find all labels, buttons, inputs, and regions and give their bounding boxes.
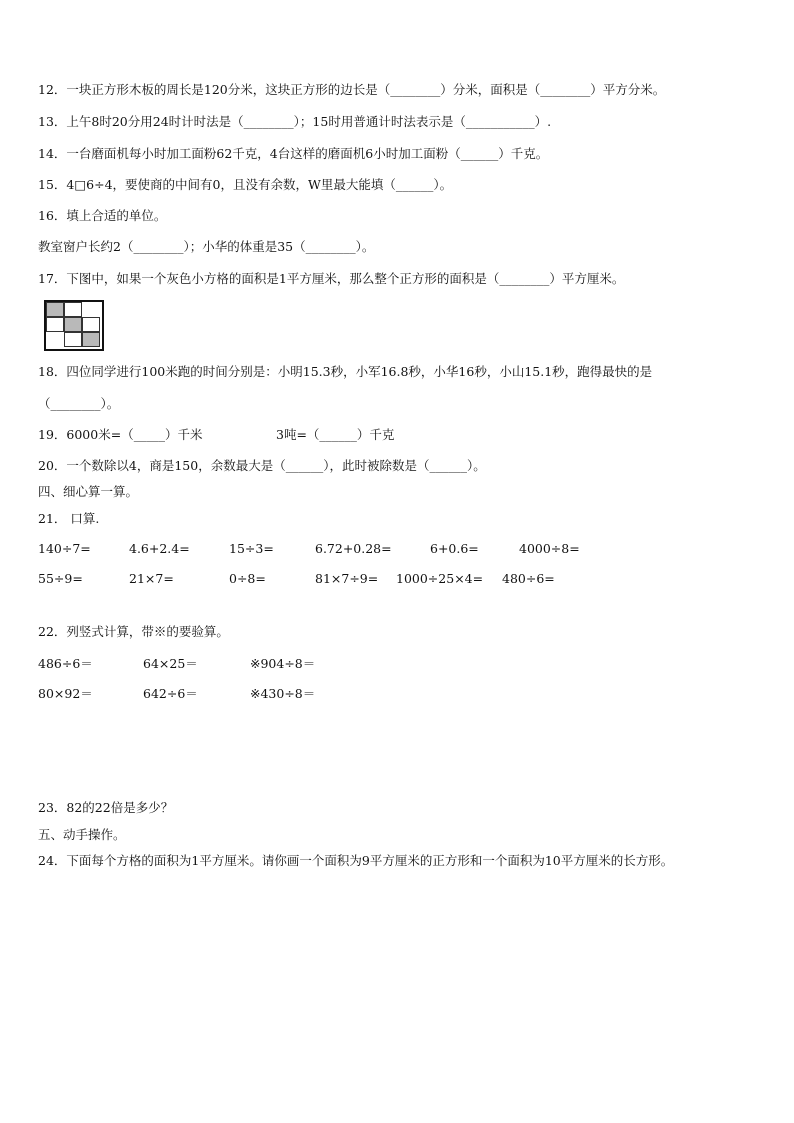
question-21: 21． 口算. — [38, 511, 100, 526]
white-cell — [64, 332, 82, 347]
white-cell — [64, 302, 82, 317]
question-12: 12．一块正方形木板的周长是120分米，这块正方形的边长是（________）分米，面积是（________）平方分米。 — [38, 82, 666, 97]
oral-item: 55÷9= — [38, 571, 83, 586]
oral-item: 140÷7= — [38, 541, 91, 556]
oral-item: 15÷3= — [229, 541, 274, 556]
question-16: 16．填上合适的单位。 — [38, 208, 167, 223]
question-13: 13．上午8时20分用24时计时法是（________）；15时用普通计时法表示是（___________）. — [38, 114, 552, 129]
question-15: 15．4□6÷4，要使商的中间有0，且没有余数，W里最大能填（______）。 — [38, 177, 453, 192]
question-24: 24．下面每个方格的面积为1平方厘米。请你画一个面积为9平方厘米的正方形和一个面积为10平方厘米的长方形。 — [38, 853, 674, 868]
question-14: 14．一台磨面机每小时加工面粉62千克，4台这样的磨面机6小时加工面粉（______）千克。 — [38, 146, 549, 161]
vertical-item: 64×25＝ — [143, 656, 198, 671]
gray-cell — [64, 317, 82, 332]
question-23: 23．82的22倍是多少？ — [38, 800, 174, 815]
vertical-item: 80×92＝ — [38, 686, 93, 701]
oral-item: 480÷6= — [502, 571, 555, 586]
oral-item: 4.6+2.4= — [129, 541, 190, 556]
oral-item: 21×7= — [129, 571, 174, 586]
oral-item: 6+0.6= — [430, 541, 479, 556]
vertical-item: ※904÷8＝ — [250, 656, 316, 671]
oral-item: 6.72+0.28= — [315, 541, 392, 556]
oral-item: 81×7÷9= — [315, 571, 379, 586]
question-22: 22．列竖式计算，带※的要验算。 — [38, 624, 229, 639]
question-19-part-b: 3吨=（______）千克 — [276, 427, 395, 442]
square-grid-figure — [44, 300, 104, 351]
question-19-part-a: 19．6000米=（_____）千米 — [38, 427, 203, 442]
gray-cell — [82, 332, 100, 347]
section-5-heading: 五、动手操作。 — [38, 827, 126, 842]
oral-item: 0÷8= — [229, 571, 266, 586]
question-17: 17．下图中，如果一个灰色小方格的面积是1平方厘米，那么整个正方形的面积是（________）平方厘米。 — [38, 271, 625, 286]
white-cell — [82, 317, 100, 332]
section-4-heading: 四、细心算一算。 — [38, 484, 139, 499]
oral-item: 1000÷25×4= — [396, 571, 484, 586]
gray-cell — [46, 302, 64, 317]
vertical-item: 486÷6＝ — [38, 656, 93, 671]
question-20: 20．一个数除以4，商是150，余数最大是（______），此时被除数是（______）。 — [38, 458, 486, 473]
white-cell — [46, 317, 64, 332]
question-18-line2: （________）。 — [38, 396, 120, 411]
oral-item: 4000÷8= — [519, 541, 580, 556]
question-18-line1: 18．四位同学进行100米跑的时间分别是：小明15.3秒，小军16.8秒，小华16秒，小山15.1秒，跑得最快的是 — [38, 364, 653, 379]
vertical-item: 642÷6＝ — [143, 686, 198, 701]
vertical-item: ※430÷8＝ — [250, 686, 316, 701]
question-16-sub: 教室窗户长约2（________）；小华的体重是35（________）。 — [38, 239, 375, 254]
